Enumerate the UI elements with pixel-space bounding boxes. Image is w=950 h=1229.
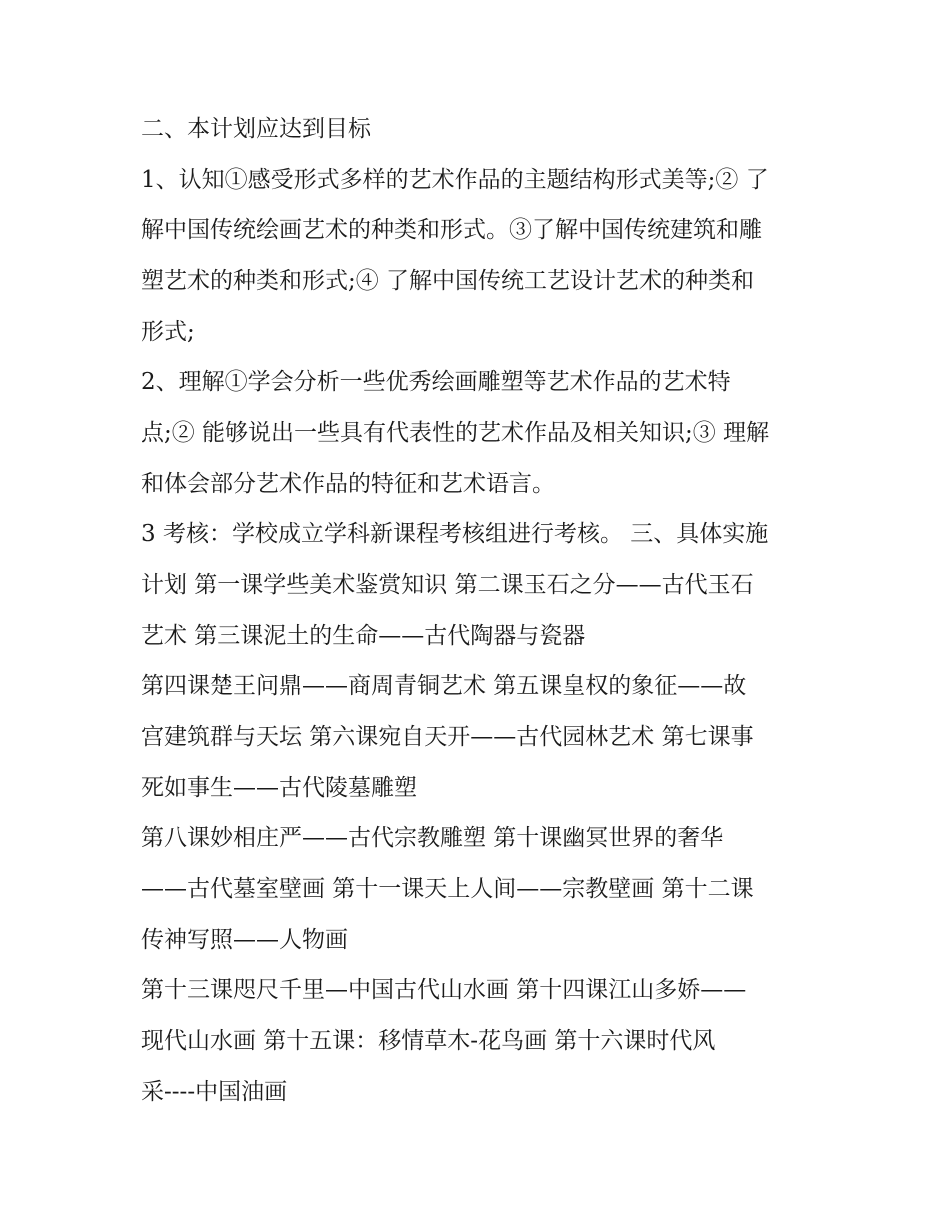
text-line: 第四课楚王问鼎——商周青铜艺术 第五课皇权的象征——故: [141, 673, 747, 699]
text-line: 形式;: [141, 319, 195, 345]
text-line: 宫建筑群与天坛 第六课宛自天开——古代园林艺术 第七课事: [141, 724, 754, 750]
text-line: 1、认知①感受形式多样的艺术作品的主题结构形式美等;② 了: [141, 167, 769, 193]
text-line: 点;② 能够说出一些具有代表性的艺术作品及相关知识;③ 理解: [141, 420, 770, 446]
section-heading: 二、本计划应达到目标: [141, 116, 371, 142]
text-line: 现代山水画 第十五课：移情草木-花鸟画 第十六课时代风: [141, 1028, 716, 1054]
text-line: ——古代墓室壁画 第十一课天上人间——宗教壁画 第十二课: [141, 876, 754, 902]
text-line: 第八课妙相庄严——古代宗教雕塑 第十课幽冥世界的奢华: [141, 825, 724, 851]
text-line: 3 考核：学校成立学科新课程考核组进行考核。 三、具体实施: [141, 521, 769, 547]
text-line: 塑艺术的种类和形式;④ 了解中国传统工艺设计艺术的种类和: [141, 268, 755, 294]
text-line: 传神写照——人物画: [141, 927, 348, 953]
text-line: 解中国传统绘画艺术的种类和形式。③了解中国传统建筑和雕: [141, 217, 762, 243]
text-line: 计划 第一课学些美术鉴赏知识 第二课玉石之分——古代玉石: [141, 572, 754, 598]
text-line: 艺术 第三课泥土的生命——古代陶器与瓷器: [141, 623, 586, 649]
text-line: 和体会部分艺术作品的特征和艺术语言。: [141, 471, 555, 497]
text-line: 死如事生——古代陵墓雕塑: [141, 775, 417, 801]
text-line: 第十三课咫尺千里—中国古代山水画 第十四课江山多娇——: [141, 977, 747, 1003]
text-line: 2、理解①学会分析一些优秀绘画雕塑等艺术作品的艺术特: [141, 369, 731, 395]
text-line: 采----中国油画: [141, 1079, 288, 1105]
